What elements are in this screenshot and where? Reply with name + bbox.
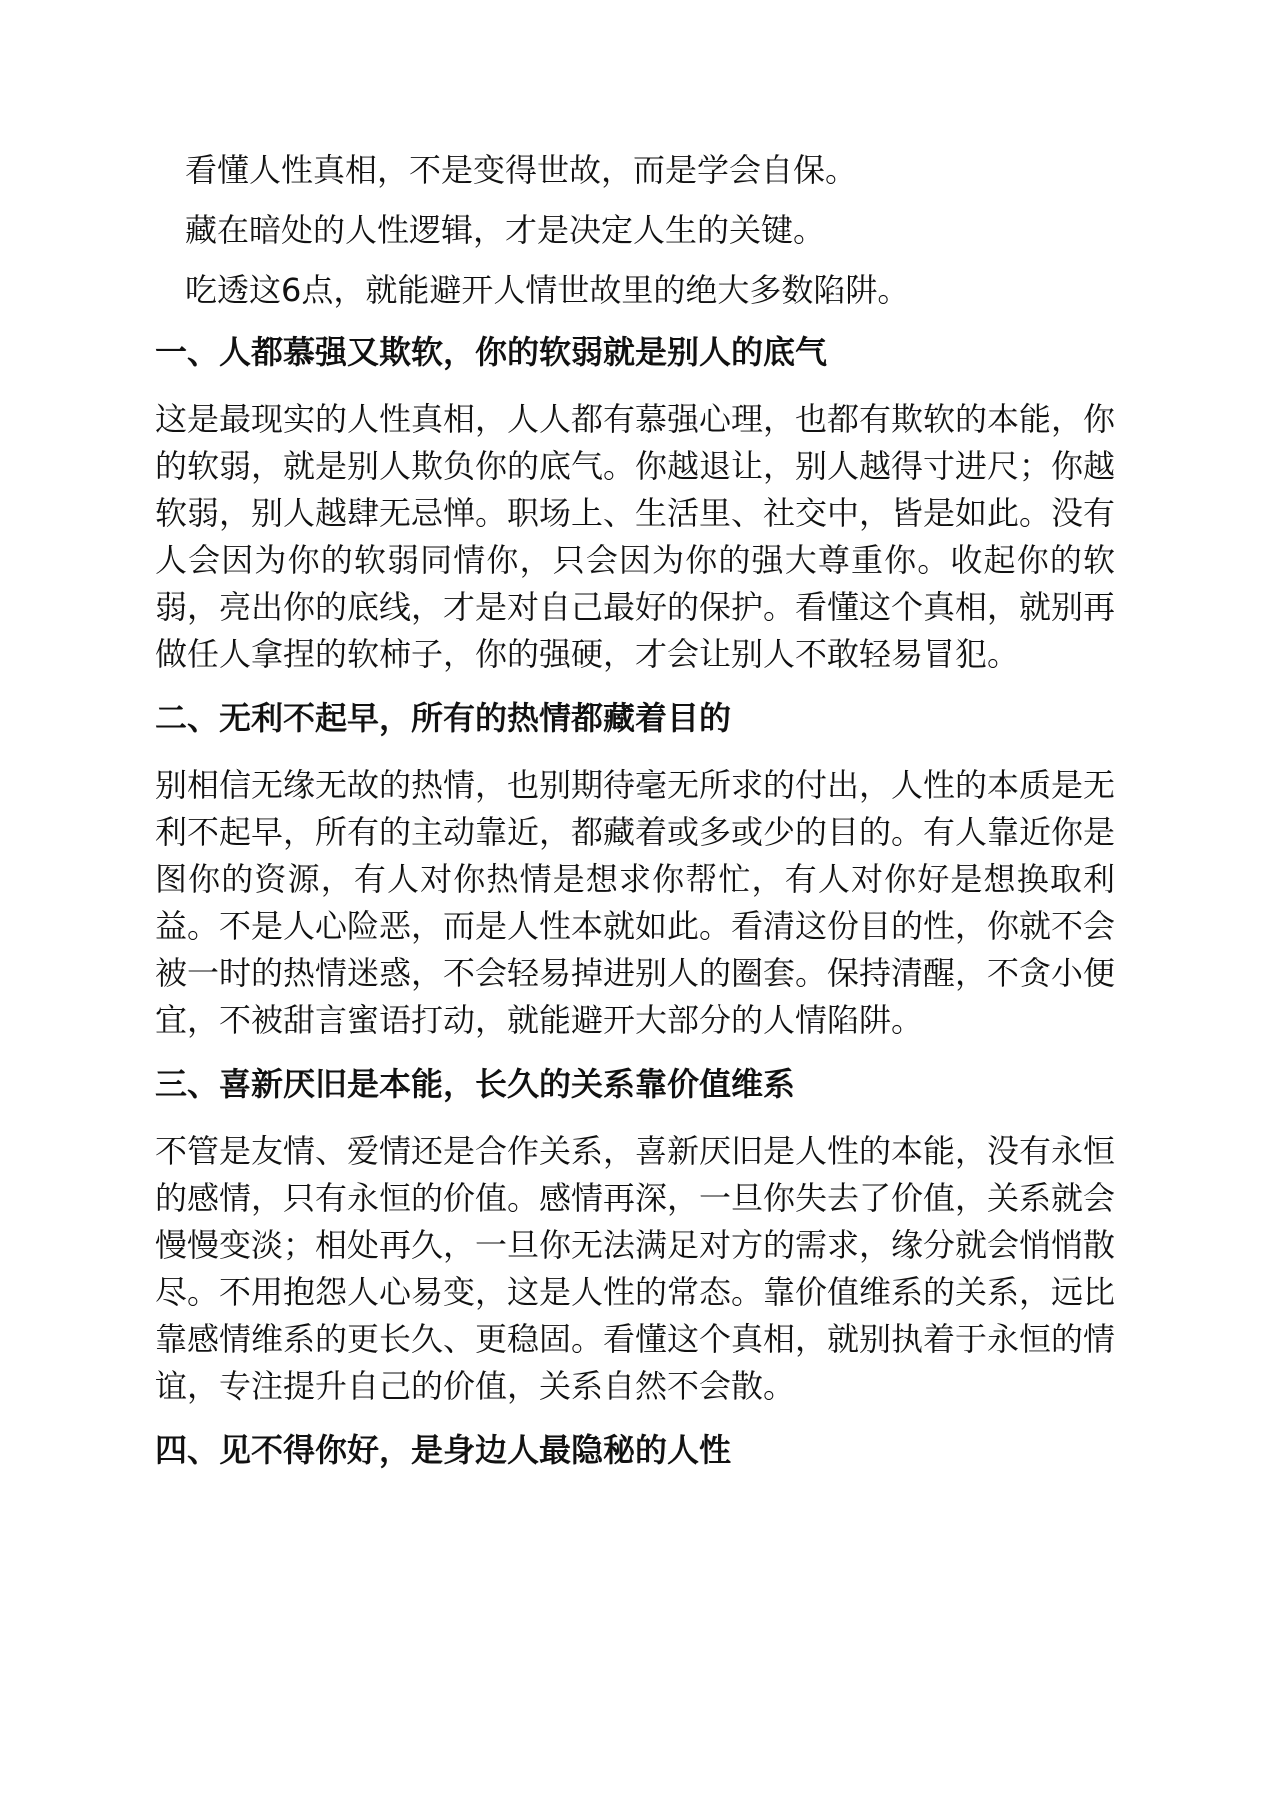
section-heading: 三、喜新厌旧是本能，长久的关系靠价值维系 xyxy=(155,1065,796,1103)
intro-line-2: 藏在暗处的人性逻辑，才是决定人生的关键。 xyxy=(185,211,826,249)
intro-line-3: 吃透这6点，就能避开人情世故里的绝大多数陷阱。 xyxy=(185,271,910,309)
section-2 xyxy=(155,698,1115,1044)
section-body: 这是最现实的人性真相，人人都有慕强心理，也都有欺软的本能，你的软弱，就是别人欺负你的底气。你越退让，别人越得寸进尺；你越软弱，别人越肆无忌惮。职场上、生活里、社交中，皆是如此。没有人会因为你的软弱同情你，只会因为你的强大尊重你。收起你的软弱，亮出你的底线，才是对自己最好的保护。看懂这个真相，就别再做任人拿捏的软柿子，你的强硬，才会让别人不敢轻易冒犯。 xyxy=(155,400,1116,673)
section-heading: 二、无利不起早，所有的热情都藏着目的 xyxy=(155,699,732,737)
section-1 xyxy=(155,332,1115,678)
document-page xyxy=(155,150,1115,1494)
section-3 xyxy=(155,1064,1115,1410)
section-heading: 四、见不得你好，是身边人最隐秘的人性 xyxy=(155,1431,732,1469)
intro-line-1: 看懂人性真相，不是变得世故，而是学会自保。 xyxy=(185,151,858,189)
section-4 xyxy=(155,1430,1115,1470)
section-body: 别相信无缘无故的热情，也别期待毫无所求的付出，人性的本质是无利不起早，所有的主动靠近，都藏着或多或少的目的。有人靠近你是图你的资源，有人对你热情是想求你帮忙，有人对你好是想换取利益。不是人心险恶，而是人性本就如此。看清这份目的性，你就不会被一时的热情迷惑，不会轻易掉进别人的圈套。保持清醒，不贪小便宜，不被甜言蜜语打动，就能避开大部分的人情陷阱。 xyxy=(155,766,1116,1039)
section-body: 不管是友情、爱情还是合作关系，喜新厌旧是人性的本能，没有永恒的感情，只有永恒的价值。感情再深，一旦你失去了价值，关系就会慢慢变淡；相处再久，一旦你无法满足对方的需求，缘分就会悄悄散尽。不用抱怨人心易变，这是人性的常态。靠价值维系的关系，远比靠感情维系的更长久、更稳固。看懂这个真相，就别执着于永恒的情谊，专注提升自己的价值，关系自然不会散。 xyxy=(155,1132,1116,1405)
section-heading: 一、人都慕强又欺软，你的软弱就是别人的底气 xyxy=(155,333,828,371)
